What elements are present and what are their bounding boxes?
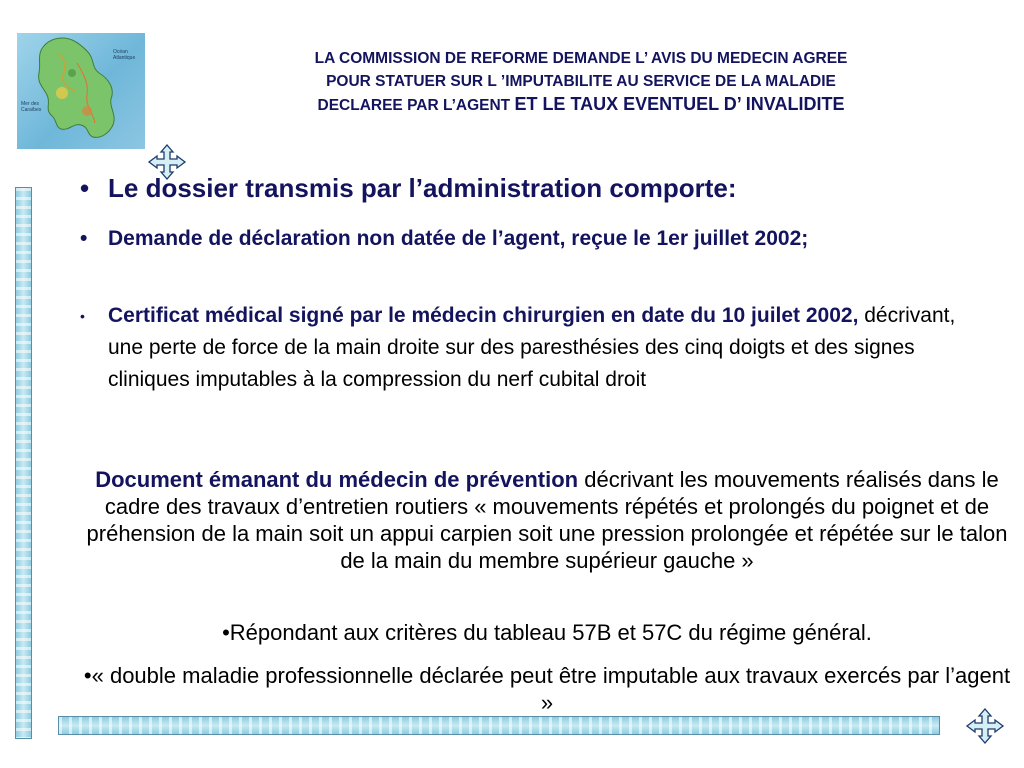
bullet-demande-declaration bbox=[80, 223, 940, 255]
bullet-dossier-header bbox=[80, 167, 980, 209]
title-line-2: POUR STATUER SUR L ’IMPUTABILITE AU SERVICE DE LA MALADIE bbox=[326, 73, 836, 90]
bullet-marker: • bbox=[80, 308, 85, 324]
vertical-decorative-ribbon bbox=[15, 187, 32, 739]
bullet-text: Le dossier transmis par l’administration comporte: bbox=[108, 173, 737, 203]
title-line-3-start: DECLAREE PAR L’AGENT bbox=[317, 97, 515, 114]
map-label-right: Océan Atlantique bbox=[113, 49, 136, 61]
paragraph-double-maladie: •« double maladie professionnelle déclarée peut être imputable aux travaux exercés par l’agent » bbox=[83, 663, 1011, 715]
martinique-map-image bbox=[17, 33, 145, 149]
paragraph-criteres-tableau: •Répondant aux critères du tableau 57B et 57C du régime général. bbox=[222, 620, 872, 645]
title-line-3-end: ET LE TAUX EVENTUEL D’ INVALIDITE bbox=[514, 94, 845, 114]
bullet-certificat-medical bbox=[80, 300, 980, 396]
bullet-marker: • bbox=[80, 173, 90, 203]
map-label-left: Mer des Caraïbes bbox=[21, 101, 42, 113]
title-line-3 bbox=[176, 93, 986, 117]
paragraph-document-prevention bbox=[82, 466, 1012, 574]
paragraph-lead-text: Document émanant du médecin de prévention bbox=[95, 467, 579, 492]
bullet-rest-text: décrivant, une perte de force de la main droite sur des paresthésies des cinq doigts et des signes cliniques imputables à la compression du nerf cubital droit bbox=[108, 304, 956, 391]
bullet-marker: • bbox=[80, 227, 88, 250]
horizontal-decorative-ribbon bbox=[58, 716, 940, 735]
page-title bbox=[176, 47, 986, 117]
title-line-1: LA COMMISSION DE REFORME DEMANDE L’ AVIS DU MEDECIN AGREE bbox=[314, 50, 848, 67]
paragraph-rest-text: décrivant les mouvements réalisés dans le cadre des travaux d’entretien routiers « mouvements répétés et prolongés du poignet et de préhension de la main soit un appui carpien soit une pression prolongée et répétée sur le talon de la main du membre supérieur gauche » bbox=[86, 467, 1008, 573]
bullet-lead-text: Certificat médical signé par le médecin chirurgien en date du 10 juilet 2002, bbox=[108, 304, 859, 327]
bullet-text: Demande de déclaration non datée de l’agent, reçue le 1er juillet 2002; bbox=[108, 227, 809, 250]
bullet-text bbox=[80, 300, 980, 396]
